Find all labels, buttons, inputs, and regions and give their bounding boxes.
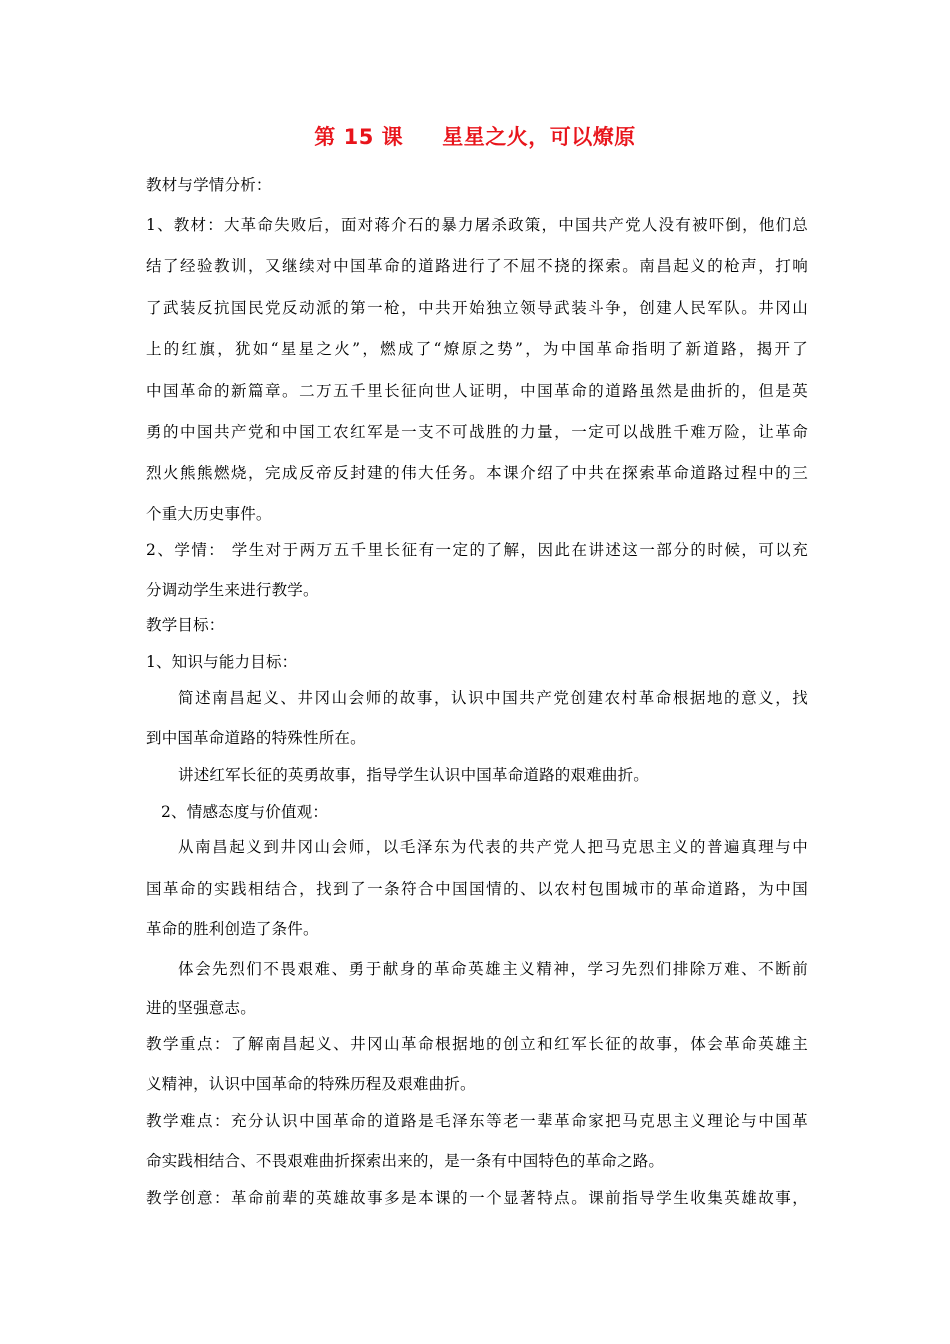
text-line: 体会先烈们不畏艰难、勇于献身的革命英雄主义精神，学习先烈们排除万难、不断前 — [178, 960, 808, 978]
text-line: 了武装反抗国民党反动派的第一枪，中共开始独立领导武装斗争，创建人民军队。井冈山 — [146, 299, 808, 317]
text-line: 上的红旗，犹如“星星之火”，燃成了“燎原之势”，为中国革命指明了新道路，揭开了 — [146, 340, 808, 358]
text-line: 教材与学情分析： — [146, 176, 272, 194]
text-line: 中国革命的新篇章。二万五千里长征向世人证明，中国革命的道路虽然是曲折的，但是英 — [146, 382, 808, 400]
text-line: 分调动学生来进行教学。 — [146, 581, 319, 599]
text-line: 义精神，认识中国革命的特殊历程及艰难曲折。 — [146, 1075, 476, 1093]
text-line: 命实践相结合、不畏艰难曲折探索出来的，是一条有中国特色的革命之路。 — [146, 1152, 665, 1170]
text-line: 勇的中国共产党和中国工农红军是一支不可战胜的力量，一定可以战胜千难万险，让革命 — [146, 423, 808, 441]
text-line: 2、情感态度与价值观： — [161, 803, 329, 821]
text-line: 教学难点：充分认识中国革命的道路是毛泽东等老一辈革命家把马克思主义理论与中国革 — [146, 1112, 808, 1130]
text-line: 讲述红军长征的英勇故事，指导学生认识中国革命道路的艰难曲折。 — [178, 766, 650, 784]
text-line: 教学创意：革命前辈的英雄故事多是本课的一个显著特点。课前指导学生收集英雄故事， — [146, 1189, 808, 1207]
text-line: 1、知识与能力目标： — [146, 653, 298, 671]
text-line: 从南昌起义到井冈山会师，以毛泽东为代表的共产党人把马克思主义的普遍真理与中 — [178, 838, 808, 856]
text-line: 教学重点：了解南昌起义、井冈山革命根据地的创立和红军长征的故事，体会革命英雄主 — [146, 1035, 808, 1053]
text-line: 个重大历史事件。 — [146, 505, 272, 523]
text-line: 简述南昌起义、井冈山会师的故事，认识中国共产党创建农村革命根据地的意义，找 — [178, 689, 808, 707]
text-line: 到中国革命道路的特殊性所在。 — [146, 729, 366, 747]
lesson-title: 第 15 课 星星之火，可以燎原 — [314, 125, 636, 149]
text-line: 烈火熊熊燃烧，完成反帝反封建的伟大任务。本课介绍了中共在探索革命道路过程中的三 — [146, 464, 808, 482]
text-line: 2、学情： 学生对于两万五千里长征有一定的了解，因此在讲述这一部分的时候，可以充 — [146, 541, 808, 559]
text-line: 教学目标： — [146, 616, 225, 634]
text-line: 国革命的实践相结合，找到了一条符合中国国情的、以农村包围城市的革命道路，为中国 — [146, 880, 808, 898]
text-line: 革命的胜利创造了条件。 — [146, 920, 319, 938]
text-line: 1、教材：大革命失败后，面对蒋介石的暴力屠杀政策，中国共产党人没有被吓倒，他们总 — [146, 216, 808, 234]
text-line: 进的坚强意志。 — [146, 999, 256, 1017]
text-line: 结了经验教训，又继续对中国革命的道路进行了不屈不挠的探索。南昌起义的枪声，打响 — [146, 257, 808, 275]
